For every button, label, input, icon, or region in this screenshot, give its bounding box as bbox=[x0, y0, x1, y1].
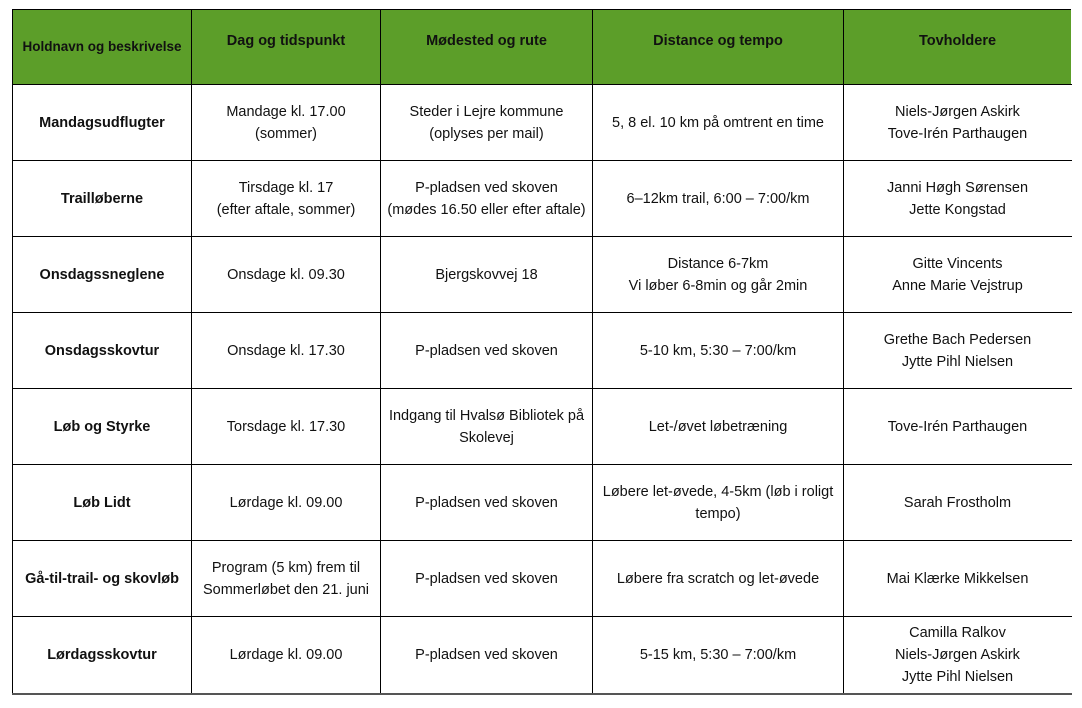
day-time-line: Onsdage kl. 17.30 bbox=[227, 342, 345, 359]
table-row bbox=[13, 465, 1072, 541]
meeting-place-cell bbox=[381, 541, 593, 617]
day-time-line: Onsdage kl. 09.30 bbox=[227, 266, 345, 283]
day-time-line: Torsdage kl. 17.30 bbox=[226, 418, 346, 435]
distance-pace-cell bbox=[593, 85, 844, 161]
meeting-place-line: P-pladsen ved skoven bbox=[415, 179, 558, 196]
leaders-line: Sarah Frostholm bbox=[903, 494, 1012, 511]
meeting-place-line: Steder i Lejre kommune bbox=[409, 103, 564, 120]
leaders-line: Janni Høgh Sørensen bbox=[886, 179, 1029, 196]
team-name-cell: Lørdagsskovtur bbox=[13, 617, 192, 694]
leaders-line: Jytte Pihl Nielsen bbox=[901, 668, 1014, 685]
team-name-cell: Trailløberne bbox=[13, 161, 192, 237]
leaders-cell bbox=[844, 541, 1072, 617]
header-distance-pace: Distance og tempo bbox=[593, 10, 844, 85]
table-row bbox=[13, 389, 1072, 465]
leaders-line: Tove-Irén Parthaugen bbox=[887, 418, 1028, 435]
meeting-place-line: Bjergskovvej 18 bbox=[435, 266, 538, 283]
leaders-line: Jette Kongstad bbox=[909, 201, 1006, 218]
meeting-place-cell bbox=[381, 313, 593, 389]
leaders-cell bbox=[844, 617, 1072, 694]
distance-pace-cell bbox=[593, 389, 844, 465]
meeting-place-cell bbox=[381, 161, 593, 237]
schedule-table bbox=[12, 9, 1072, 695]
day-time-cell bbox=[192, 617, 381, 694]
leaders-cell bbox=[844, 313, 1072, 389]
leaders-line: Niels-Jørgen Askirk bbox=[895, 646, 1020, 663]
day-time-line: Lørdage kl. 09.00 bbox=[229, 494, 343, 511]
header-leaders: Tovholdere bbox=[844, 10, 1072, 85]
day-time-line: (efter aftale, sommer) bbox=[216, 201, 356, 218]
table-row bbox=[13, 161, 1072, 237]
table-row bbox=[13, 541, 1072, 617]
leaders-line: Tove-Irén Parthaugen bbox=[887, 125, 1028, 142]
distance-pace-line: 5-15 km, 5:30 – 7:00/km bbox=[639, 646, 797, 663]
day-time-cell bbox=[192, 389, 381, 465]
leaders-line: Anne Marie Vejstrup bbox=[892, 277, 1023, 294]
leaders-cell bbox=[844, 85, 1072, 161]
table-body bbox=[13, 85, 1072, 694]
day-time-line: Lørdage kl. 09.00 bbox=[229, 646, 343, 663]
distance-pace-cell bbox=[593, 161, 844, 237]
distance-pace-line: Løbere let-øvede, 4-5km (løb i roligt bbox=[602, 483, 834, 500]
distance-pace-cell bbox=[593, 541, 844, 617]
team-name-cell: Onsdagsskovtur bbox=[13, 313, 192, 389]
leaders-cell bbox=[844, 237, 1072, 313]
day-time-cell bbox=[192, 161, 381, 237]
distance-pace-line: Distance 6-7km bbox=[667, 255, 769, 272]
day-time-cell bbox=[192, 313, 381, 389]
day-time-line: (sommer) bbox=[254, 125, 318, 142]
distance-pace-line: Vi løber 6-8min og går 2min bbox=[628, 277, 808, 294]
distance-pace-cell bbox=[593, 465, 844, 541]
header-row bbox=[13, 10, 1072, 85]
day-time-line: Program (5 km) frem til bbox=[211, 559, 361, 576]
team-name-cell: Løb og Styrke bbox=[13, 389, 192, 465]
table-row bbox=[13, 85, 1072, 161]
meeting-place-line: Skolevej bbox=[459, 429, 514, 446]
distance-pace-line: 5, 8 el. 10 km på omtrent en time bbox=[612, 114, 824, 131]
meeting-place-cell bbox=[381, 237, 593, 313]
distance-pace-line: tempo) bbox=[695, 505, 741, 522]
meeting-place-cell bbox=[381, 85, 593, 161]
distance-pace-line: Løbere fra scratch og let-øvede bbox=[616, 570, 820, 587]
table-row bbox=[13, 617, 1072, 694]
meeting-place-cell bbox=[381, 617, 593, 694]
meeting-place-line: Indgang til Hvalsø Bibliotek på bbox=[388, 407, 585, 424]
meeting-place-cell bbox=[381, 465, 593, 541]
meeting-place-line: P-pladsen ved skoven bbox=[415, 646, 558, 663]
header-day-time: Dag og tidspunkt bbox=[192, 10, 381, 85]
meeting-place-cell bbox=[381, 389, 593, 465]
distance-pace-line: 5-10 km, 5:30 – 7:00/km bbox=[639, 342, 797, 359]
meeting-place-line: P-pladsen ved skoven bbox=[415, 494, 558, 511]
day-time-cell bbox=[192, 465, 381, 541]
distance-pace-cell bbox=[593, 617, 844, 694]
day-time-line: Mandage kl. 17.00 bbox=[226, 103, 346, 120]
team-name-cell: Løb Lidt bbox=[13, 465, 192, 541]
leaders-line: Gitte Vincents bbox=[912, 255, 1003, 272]
meeting-place-line: (mødes 16.50 eller efter aftale) bbox=[387, 201, 586, 218]
leaders-line: Jytte Pihl Nielsen bbox=[901, 353, 1014, 370]
header-team-name: Holdnavn og beskrivelse bbox=[13, 10, 192, 85]
day-time-line: Sommerløbet den 21. juni bbox=[202, 581, 370, 598]
table-row bbox=[13, 313, 1072, 389]
leaders-line: Niels-Jørgen Askirk bbox=[895, 103, 1020, 120]
meeting-place-line: P-pladsen ved skoven bbox=[415, 342, 558, 359]
leaders-line: Camilla Ralkov bbox=[909, 624, 1006, 641]
distance-pace-line: Let-/øvet løbetræning bbox=[648, 418, 788, 435]
leaders-cell bbox=[844, 161, 1072, 237]
meeting-place-line: P-pladsen ved skoven bbox=[415, 570, 558, 587]
meeting-place-line: (oplyses per mail) bbox=[429, 125, 544, 142]
team-name-cell: Gå-til-trail- og skovløb bbox=[13, 541, 192, 617]
leaders-cell bbox=[844, 465, 1072, 541]
header-meeting-place: Mødested og rute bbox=[381, 10, 593, 85]
distance-pace-line: 6–12km trail, 6:00 – 7:00/km bbox=[626, 190, 810, 207]
leaders-line: Grethe Bach Pedersen bbox=[883, 331, 1032, 348]
schedule-table-wrapper bbox=[12, 9, 1072, 695]
day-time-line: Tirsdage kl. 17 bbox=[238, 179, 334, 196]
day-time-cell bbox=[192, 541, 381, 617]
team-name-cell: Onsdagssneglene bbox=[13, 237, 192, 313]
leaders-cell bbox=[844, 389, 1072, 465]
distance-pace-cell bbox=[593, 237, 844, 313]
day-time-cell bbox=[192, 237, 381, 313]
day-time-cell bbox=[192, 85, 381, 161]
distance-pace-cell bbox=[593, 313, 844, 389]
team-name-cell: Mandagsudflugter bbox=[13, 85, 192, 161]
table-row bbox=[13, 237, 1072, 313]
leaders-line: Mai Klærke Mikkelsen bbox=[886, 570, 1029, 587]
